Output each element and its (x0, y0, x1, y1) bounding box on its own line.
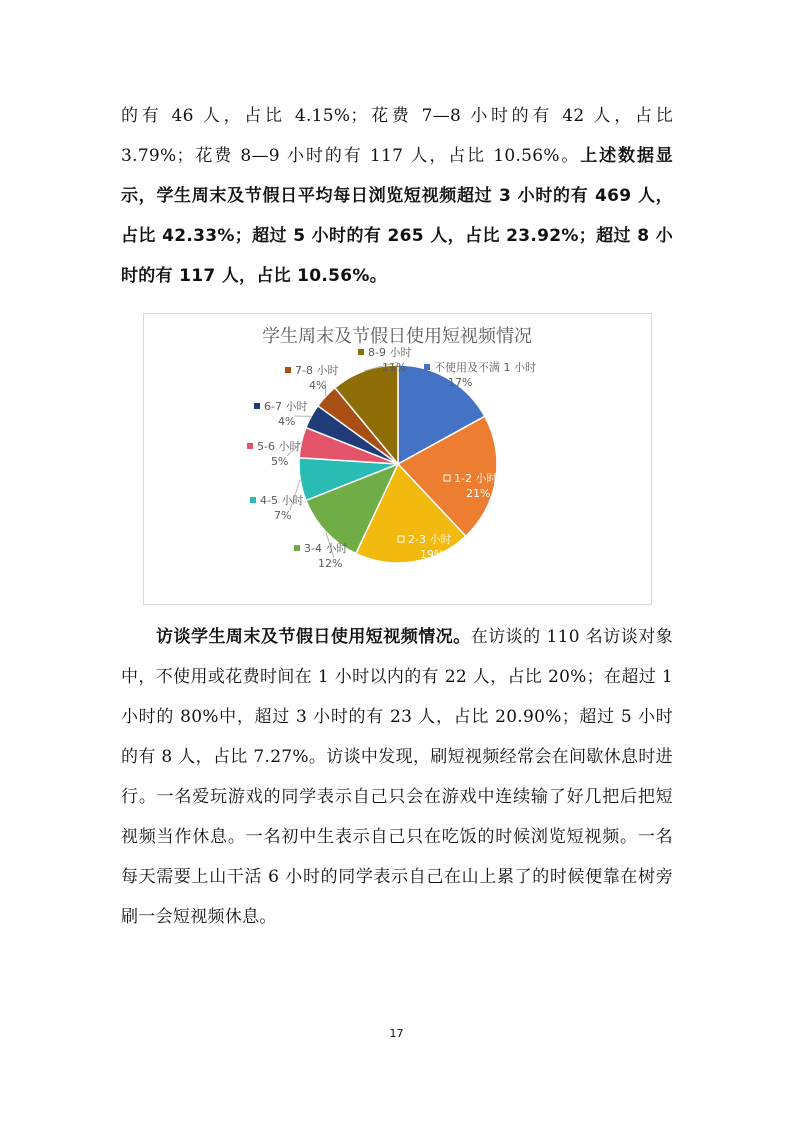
slice-category-label: 3-4 小时 (304, 542, 348, 555)
slice-category-label: 6-7 小时 (264, 400, 308, 413)
legend-marker (424, 364, 430, 370)
slice-category-label: 5-6 小时 (257, 440, 301, 453)
paragraph-2-bold: 访谈学生周末及节假日使用短视频情况。 (156, 627, 471, 647)
paragraph-2 (121, 617, 673, 937)
slice-label (285, 363, 338, 392)
paragraph-1 (121, 96, 673, 296)
slice-percent-label: 4% (278, 415, 296, 428)
slice-percent-label: 4% (309, 379, 327, 392)
paragraph-2-normal: 在访谈的 110 名访谈对象中，不使用或花费时间在 1 小时以内的有 22 人，占比 20%；在超过 1 小时的 80%中，超过 3 小时的有 23 人，占比 20.90%；超过 5 小时的有 8 人，占比 7.27%。访谈中发现，刷短视频经常会在间歇休息时进行。一名爱玩游戏的同学表示自己只会在游戏中连续输了好几把后把短视频当作休息。一名初中生表示自己只在吃饭的时候浏览短视频。一名每天需要上山干活 6 小时的同学表示自己在山上累了的时候便靠在树旁刷一会短视频休息。 (121, 627, 673, 927)
pie-slices (299, 365, 497, 563)
legend-marker (250, 497, 256, 503)
legend-marker (285, 367, 291, 373)
slice-label (254, 399, 307, 428)
legend-marker (294, 545, 300, 551)
legend-marker (254, 403, 260, 409)
slice-percent-label: 21% (466, 487, 491, 500)
slice-category-label: 1-2 小时 (454, 472, 498, 485)
slice-category-label: 8-9 小时 (368, 346, 412, 359)
slice-category-label: 2-3 小时 (408, 533, 452, 546)
slice-category-label: 7-8 小时 (295, 364, 339, 377)
legend-marker (358, 349, 364, 355)
slice-percent-label: 11% (382, 361, 407, 374)
page-number: 17 (389, 1027, 404, 1040)
paragraph-1-normal: 的有 46 人，占比 4.15%；花费 7—8 小时的有 42 人，占比 3.79%；花费 8—9 小时的有 117 人，占比 10.56%。 (121, 106, 673, 166)
legend-marker (247, 443, 253, 449)
slice-percent-label: 5% (271, 455, 289, 468)
paragraph-1-bold: 上述数据显示，学生周末及节假日平均每日浏览短视频超过 3 小时的有 469 人，占比 42.33%；超过 5 小时的有 265 人，占比 23.92%；超过 8 小时的有 117 人，占比 10.56%。 (121, 146, 673, 286)
chart-title: 学生周末及节假日使用短视频情况 (262, 326, 532, 347)
slice-percent-label: 7% (274, 509, 292, 522)
slice-category-label: 不使用及不满 1 小时 (434, 361, 536, 374)
slice-label (250, 493, 303, 522)
slice-percent-label: 19% (420, 548, 445, 561)
pie-chart (143, 313, 652, 605)
slice-label (294, 541, 347, 570)
slice-category-label: 4-5 小时 (260, 494, 304, 507)
slice-percent-label: 17% (448, 376, 473, 389)
pie-chart-svg (144, 314, 651, 604)
slice-label (247, 439, 300, 468)
slice-percent-label: 12% (318, 557, 343, 570)
